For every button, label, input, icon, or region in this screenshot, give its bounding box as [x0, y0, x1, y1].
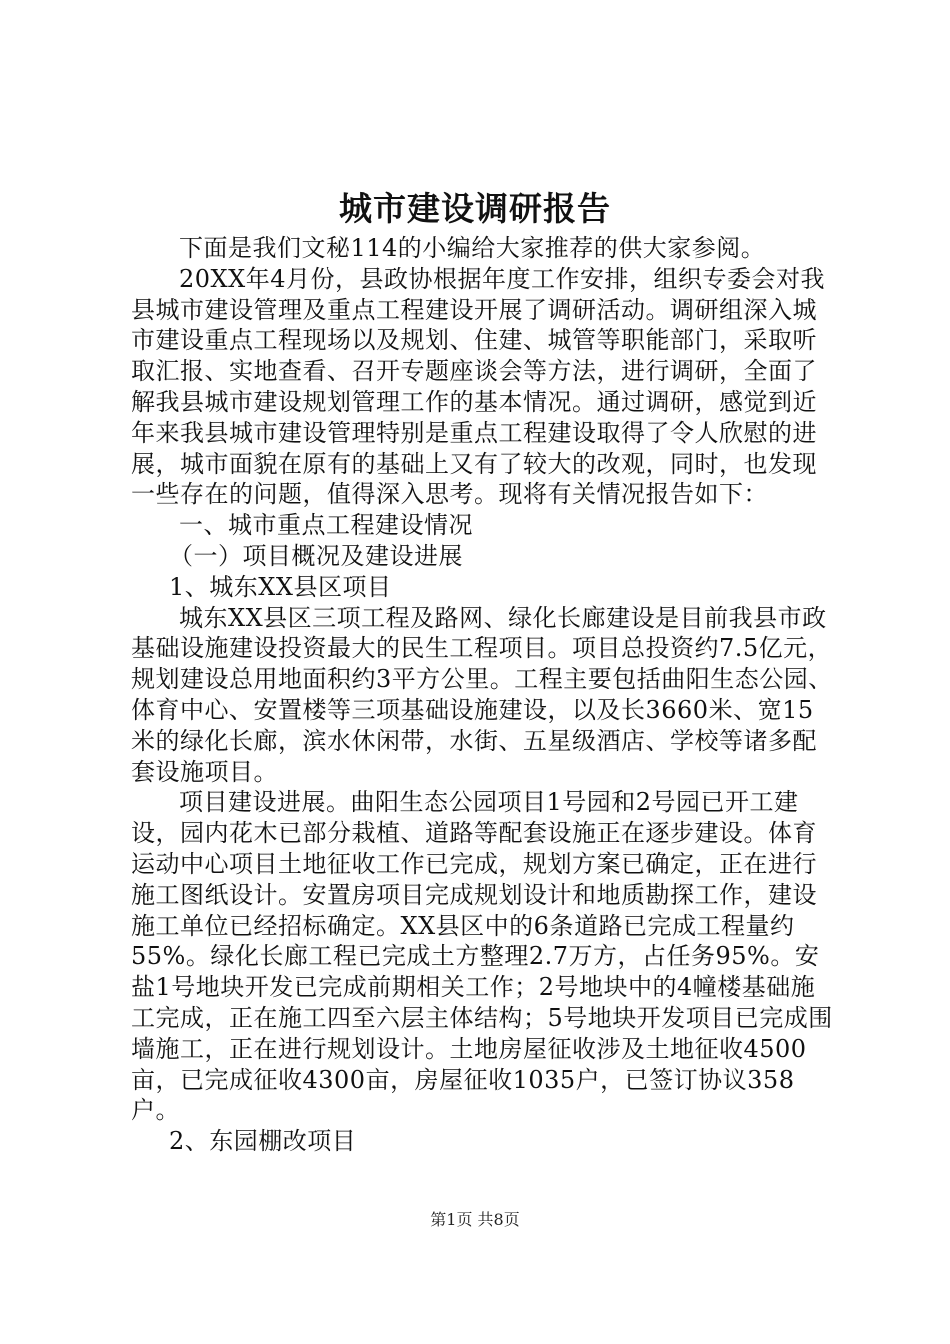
paragraph: 城东XX县区三项工程及路网、绿化长廊建设是目前我县市政基础设施建设投资最大的民生工程项目。项目总投资约7.5亿元，规划建设总用地面积约3平方公里。工程主要包括曲阳生态公园、体育中心、安置楼等三项基础设施建设，以及长3660米、宽15米的绿化长廊，滨水休闲带，水街、五星级酒店、学校等诸多配套设施项目。	[131, 603, 833, 786]
document-title: 城市建设调研报告	[339, 189, 611, 228]
item-heading: 2、东园棚改项目	[169, 1127, 357, 1156]
paragraph: 下面是我们文秘114的小编给大家推荐的供大家参阅。	[179, 234, 766, 262]
subsection-heading: （一）项目概况及建设进展	[169, 541, 463, 570]
section-heading: 一、城市重点工程建设情况	[179, 511, 473, 540]
item-heading: 1、城东XX县区项目	[169, 572, 392, 601]
paragraph: 20XX年4月份，县政协根据年度工作安排，组织专委会对我县城市建设管理及重点工程建设开展了调研活动。调研组深入城市建设重点工程现场以及规划、住建、城管等职能部门，采取听取汇报、实地查看、召开专题座谈会等方法，进行调研，全面了解我县城市建设规划管理工作的基本情况。通过调研，感觉到近年来我县城市建设管理特别是重点工程建设取得了令人欣慰的进展，城市面貌在原有的基础上又有了较大的改观，同时，也发现一些存在的问题，值得深入思考。现将有关情况报告如下：	[131, 264, 825, 509]
page-footer: 第1页 共8页	[430, 1210, 520, 1229]
paragraph: 项目建设进展。曲阳生态公园项目1号园和2号园已开工建设，园内花木已部分栽植、道路等配套设施正在逐步建设。体育运动中心项目土地征收工作已完成，规划方案已确定，正在进行施工图纸设计。安置房项目完成规划设计和地质勘探工作，建设施工单位已经招标确定。XX县区中的6条道路已完成工程量约55%。绿化长廊工程已完成土方整理2.7万方，占任务95%。安盐1号地块开发已完成前期相关工作；2号地块中的4幢楼基础施工完成，正在施工四至六层主体结构；5号地块开发项目已完成围墙施工，正在进行规划设计。土地房屋征收涉及土地征收4500亩，已完成征收4300亩，房屋征收1035户，已签订协议358户。	[131, 788, 833, 1125]
document-body	[131, 233, 835, 1157]
